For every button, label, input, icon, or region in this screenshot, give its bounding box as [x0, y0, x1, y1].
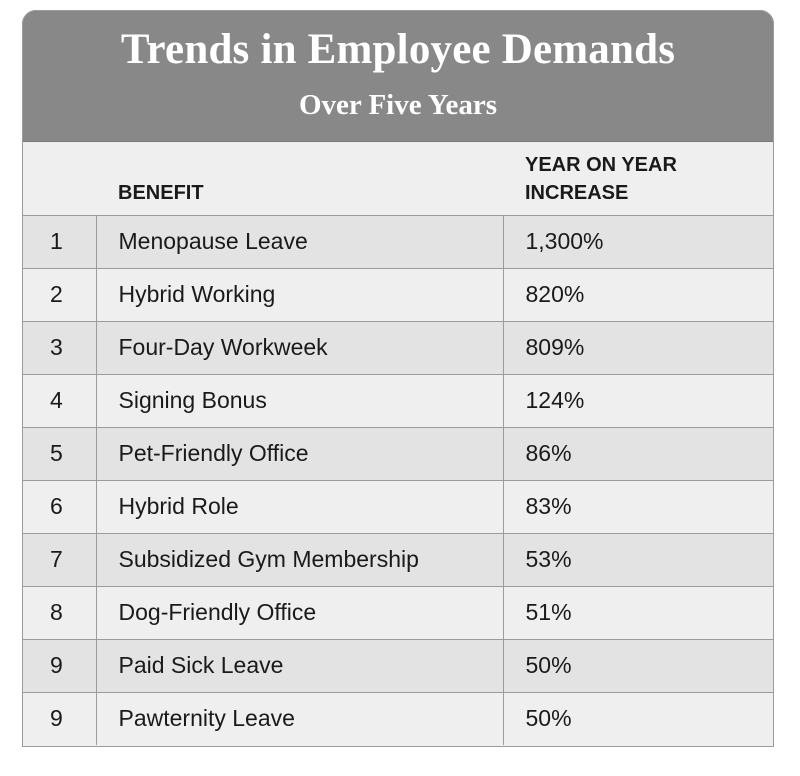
table-row [22, 374, 774, 427]
increase-cell: 124% [503, 374, 774, 427]
rank-cell: 7 [22, 533, 96, 586]
increase-cell: 809% [503, 321, 774, 374]
benefit-cell: Paid Sick Leave [96, 639, 503, 692]
increase-cell: 51% [503, 586, 774, 639]
benefit-cell: Hybrid Role [96, 480, 503, 533]
increase-cell: 86% [503, 427, 774, 480]
benefit-column-header: BENEFIT [118, 181, 204, 204]
table-row [22, 533, 774, 586]
benefits-table-card [22, 10, 774, 746]
rank-cell: 5 [22, 427, 96, 480]
rank-cell: 3 [22, 321, 96, 374]
benefit-cell: Menopause Leave [96, 215, 503, 268]
benefit-cell: Subsidized Gym Membership [96, 533, 503, 586]
benefit-cell: Hybrid Working [96, 268, 503, 321]
increase-cell: 50% [503, 692, 774, 745]
table-row [22, 321, 774, 374]
table-row [22, 480, 774, 533]
page-title: Trends in Employee Demands [120, 26, 676, 73]
increase-cell: 53% [503, 533, 774, 586]
table-row [22, 586, 774, 639]
increase-cell: 83% [503, 480, 774, 533]
rank-column-header [22, 142, 96, 215]
table-row [22, 427, 774, 480]
header-row [22, 142, 774, 215]
rank-cell: 6 [22, 480, 96, 533]
rank-cell: 8 [22, 586, 96, 639]
increase-cell: 1,300% [503, 215, 774, 268]
title-banner [22, 10, 774, 142]
rank-cell: 1 [22, 215, 96, 268]
increase-cell: 820% [503, 268, 774, 321]
benefit-cell: Signing Bonus [96, 374, 503, 427]
increase-cell: 50% [503, 639, 774, 692]
table-body [22, 215, 774, 745]
benefit-cell: Four-Day Workweek [96, 321, 503, 374]
benefit-cell: Dog-Friendly Office [96, 586, 503, 639]
rank-cell: 9 [22, 692, 96, 745]
rank-cell: 2 [22, 268, 96, 321]
benefit-cell: Pet-Friendly Office [96, 427, 503, 480]
table-row [22, 215, 774, 268]
benefit-cell: Pawternity Leave [96, 692, 503, 745]
table-row [22, 692, 774, 745]
rank-cell: 4 [22, 374, 96, 427]
table-row [22, 268, 774, 321]
page-subtitle: Over Five Years [298, 89, 498, 121]
table-row [22, 639, 774, 692]
rank-cell: 9 [22, 639, 96, 692]
increase-column-header: YEAR ON YEAR INCREASE [525, 153, 677, 204]
table-header [22, 142, 774, 215]
benefits-table [22, 142, 774, 745]
